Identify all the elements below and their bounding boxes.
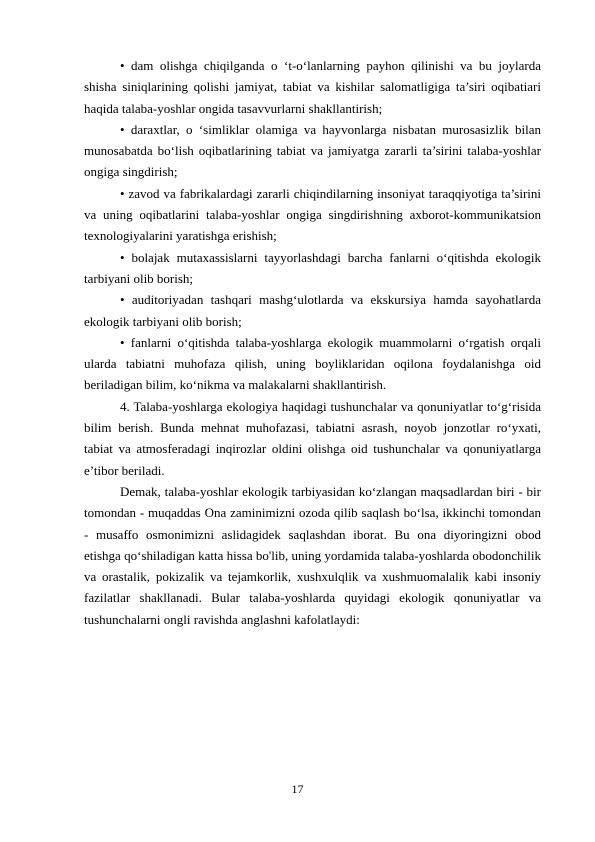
paragraph-bullet-3: • zavod va fabrikalardagi zararli chiqindilarning insoniyat taraqqiyotiga ta’sirini va uning oqibatlarini talaba-yoshlar ongiga singdirishning axborot-kommunikatsion texnologiyalarini yaratishga erishish; bbox=[84, 185, 541, 244]
paragraph-bullet-1: • dam olishga chiqilganda o ‘t-o‘lanlarning payhon qilinishi va bu joylarda shisha siniqlarining qolishi jamiyat, tabiat va kishilar salomatligiga ta’siri oqibatiari haqida talaba-yoshlar ongida tasavvurlarni shakllantirish; bbox=[84, 58, 541, 116]
paragraph-numbered-4: 4. Talaba-yoshlarga ekologiya haqidagi tushunchalar va qonuniyatlar to‘g‘risida bilim berish. Bunda mehnat muhofazasi, tabiatni asrash, noyob jonzotlar ro‘yxati, tabiat va atmosferadagi inqirozlar oldini olishga oid tushunchalar va qonuniyatlarga e’tibor beriladi. bbox=[84, 398, 541, 478]
paragraph-bullet-6: • fanlarni o‘qitishda talaba-yoshlarga ekologik muammolarni o‘rgatish orqali ularda tabiatni muhofaza qilish, uning boyliklaridan oqilona foydalanishga oid beriladigan bilim, ko‘nikma va malakalarni shakllantirish. bbox=[84, 334, 541, 393]
paragraph-bullet-2: • daraxtlar, o ‘simliklar olamiga va hayvonlarga nisbatan murosasizlik bilan munosabatda bo‘lish oqibatlarining tabiat va jamiyatga zararli ta’sirini talaba-yoshlar ongiga singdirish; bbox=[84, 121, 541, 180]
page-number: 17 bbox=[291, 782, 304, 796]
paragraph-bullet-4: • bolajak mutaxassislarni tayyorlashdagi barcha fanlarni o‘qitishda ekologik tarbiyani olib borish; bbox=[84, 249, 541, 286]
paragraph-bullet-5: • auditoriyadan tashqari mashg‘ulotlarda va ekskursiya hamda sayohatlarda ekologik tarbiyani olib borish; bbox=[84, 292, 541, 329]
document-body bbox=[84, 55, 541, 630]
paragraph-conclusion: Demak, talaba-yoshlar ekologik tarbiyasidan ko‘zlangan maqsadlardan biri - bir tomondan - muqaddas Ona zaminimizni ozoda qilib saqlash bo‘lsa, ikkinchi tomondan - musaffo osmonimizni aslidagidek saqlashdan iborat. Bu ona diyoringizni obod etishga qo‘shiladigan katta hissa bo'lib, uning yordamida talaba-yoshlarda obodonchilik va orastalik, pokizalik va tejamkorlik, xushxulqlik va xushmuomalalik kabi insoniy fazilatlar shakllanadi. Bular talaba-yoshlarda quyidagi ekologik qonuniyatlar va tushunchalarni ongli ravishda anglashni kafolatlaydi: bbox=[84, 483, 541, 627]
